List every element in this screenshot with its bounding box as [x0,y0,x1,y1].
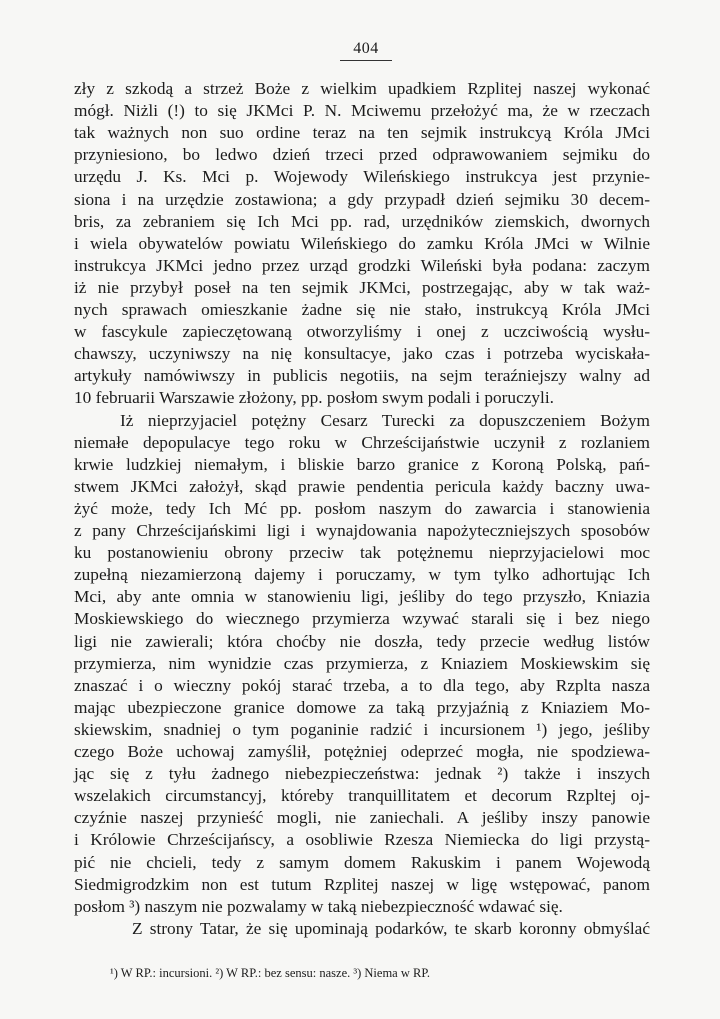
page-number: 404 [353,40,379,57]
text-line: ligi nie zawierali; która choćby nie doszła, tedy przecie według listów [74,631,650,651]
text-line: Siedmigrodzkim non est tutum Rzplitej naszej w ligę wstępować, panom [74,874,650,894]
text-line: i wiela obywatelów powiatu Wileńskiego do zamku Króla JMci w Wilnie [74,233,650,253]
text-line: tak ważnych non suo ordine teraz na ten sejmik instrukcyą Króla JMci [74,123,650,143]
text-line: siona i na urzędzie zostawiona; a gdy przypadł dzień sejmiku 30 decem- [74,189,650,209]
text-line: instrukcya JKMci jedno przez urząd grodzki Wileński była podana: zaczym [74,255,650,275]
text-line: bris, za zebraniem się Ich Mci pp. rad, urzędników ziemskich, dwornych [74,211,650,231]
footnotes: ¹) W RP.: incursioni. ²) W RP.: bez sensu: nasze. ³) Niema w RP. [110,966,431,980]
text-line: mając ubezpieczone granice domowe za taką przyjaźnią z Kniaziem Mo- [74,697,650,717]
text-line: artykuły namówiwszy in publicis negotiis, na sejm teraźniejszy walny ad [74,366,650,386]
text-line: Moskiewskiego do wiecznego przymierza wzywać starali się i bez niego [74,609,650,629]
text-line: znaszać i o wieczny pokój starać trzeba, a to dla tego, aby Rzplta nasza [74,675,650,695]
text-line: 10 februarii Warszawie złożony, pp. posłom swym podali i poruczyli. [74,388,554,408]
text-line: jąc się z tyłu żadnego niebezpieczeństwa: jednak ²) także i inszych [74,764,650,784]
text-line: Z strony Tatar, że się upominają podarków, te skarb koronny obmyślać [132,918,650,938]
text-line: urzędu J. Ks. Mci p. Wojewody Wileńskiego instrukcya jest przynie- [74,167,650,187]
text-line: skiewskim, snadniej o tym poganinie radzić i incursionem ¹) jego, jeśliby [74,719,650,739]
text-line: żyć może, tedy Ich Mć pp. posłom naszym do zawarcia i stanowienia [74,498,650,518]
page-number-rule [340,60,392,61]
text-line: czyźnie naszej przynieść mogli, nie zaniechali. A jeśliby inszy panowie [74,808,650,828]
text-line: krwie ludzkiej niemałym, i bliskie barzo granice z Koroną Polską, pań- [74,454,650,474]
text-line: ku postanowieniu obrony przeciw tak potężnemu nieprzyjacielowi moc [74,543,650,563]
text-line: wszelakich circumstancyj, któreby tranquillitatem et decorum Rzpltej oj- [74,786,650,806]
text-line: czego Boże uchowaj zamyślił, potężniej odeprzeć mogła, nie spodziewa- [74,742,650,761]
text-line: przymierza, nim wynidzie czas przymierza, z Kniaziem Moskiewskim się [74,653,650,673]
text-line: stwem JKMci założył, skąd prawie pendentia pericula każdy baczny uwa- [74,476,650,496]
text-line: iż nie przybył poseł na ten sejmik JKMci, postrzegając, aby w tak waż- [74,277,650,297]
text-line: nych sprawach omieszkanie żadne się nie stało, instrukcyą Króla JMci [74,300,650,319]
text-line: zły z szkodą a strzeż Boże z wielkim upadkiem Rzplitej naszej wykonać [74,79,650,98]
text-line: zupełną niezamierzoną dajemy i poruczamy, w tym tylko adhortując Ich [74,565,650,585]
text-line: niemałe depopulacye tego roku w Chrześcijaństwie uczynił z rozlaniem [74,432,650,452]
text-line: Mci, aby ante omnia w stanowieniu ligi, jeśliby do tego przyszło, Kniazia [74,587,650,607]
text-line: w fascykule zapieczętowaną otworzyliśmy i onej z uczciwością wysłu- [74,322,650,342]
text-line: z pany Chrześcijańskimi ligi i wynajdowania napożyteczniejszych sposobów [74,521,650,540]
text-line: przyniesiono, bo ledwo dzień trzeci przed odprawowaniem sejmiku do [74,145,650,165]
text-line: chawszy, uczyniwszy na nię konsultacye, jako czas i potrzeba wyciskała- [74,344,650,364]
text-line: posłom ³) naszym nie pozwalamy w taką niebezpieczność wdawać się. [74,896,563,916]
text-line: Iż nieprzyjaciel potężny Cesarz Turecki za dopuszczeniem Bożym [120,410,650,430]
text-line: pić nie chcieli, tedy z samym domem Rakuskim i panem Wojewodą [74,852,650,872]
text-line: i Królowie Chrześcijańscy, a osobliwie Rzesza Niemiecka do ligi przystą- [74,830,650,850]
text-line: mógł. Niżli (!) to się JKMci P. N. Mciwemu przełożyć ma, że w rzeczach [74,101,650,121]
